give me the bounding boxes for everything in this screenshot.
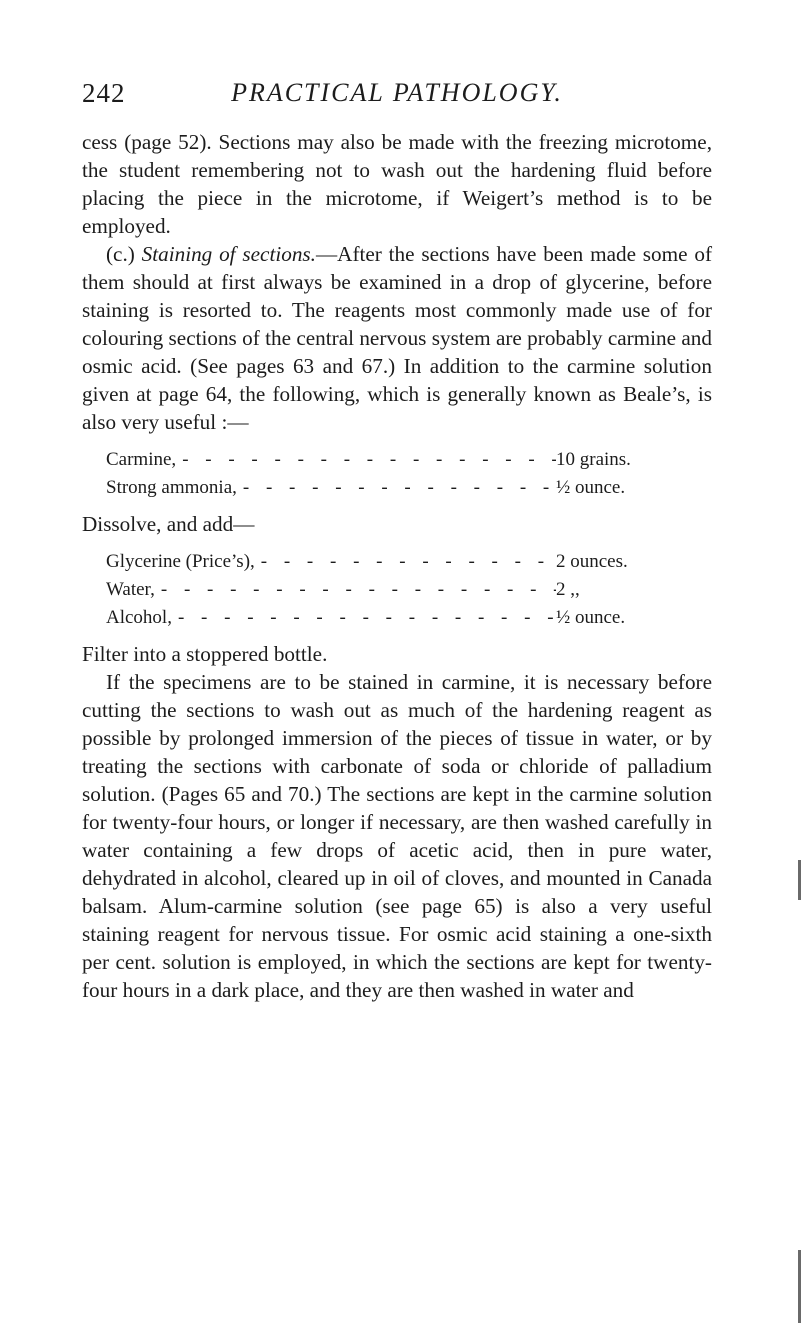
ingredient-quantity: ½ ounce. bbox=[556, 607, 626, 628]
ingredient-quantity: 10 grains. bbox=[556, 449, 631, 470]
instruction-filter: Filter into a stoppered bottle. bbox=[82, 642, 328, 666]
recipe-row bbox=[106, 446, 674, 474]
recipe-row bbox=[106, 474, 674, 502]
ingredient-name: Glycerine (Price’s), bbox=[106, 551, 255, 572]
leader-dots bbox=[155, 576, 556, 604]
running-title: PRACTICAL PATHOLOGY. bbox=[231, 78, 563, 107]
instruction-dissolve: Dissolve, and add— bbox=[82, 512, 255, 536]
paragraph-staining-text: —After the sections have been made some of them should at first always be examined in a drop of glycerine, before staining is resorted to. The reagents most commonly made use of for colouring sections of the central nervous system are probably carmine and osmic acid. (See pages 63 and 67.) In addition to the carmine solution given at page 64, the following, which is generally known as Beale’s, is also very useful :— bbox=[82, 242, 712, 434]
leader-dots bbox=[237, 474, 556, 502]
ingredient-quantity: 2 ,, bbox=[556, 579, 580, 600]
ingredient-quantity: ½ ounce. bbox=[556, 477, 626, 498]
recipe-row bbox=[106, 576, 674, 604]
section-title: Staining of sections. bbox=[141, 242, 316, 266]
recipe-list-2 bbox=[82, 548, 712, 632]
ingredient-name: Carmine, bbox=[106, 449, 177, 470]
section-marker: (c.) bbox=[106, 242, 135, 266]
ingredient-name: Alcohol, bbox=[106, 607, 172, 628]
leader-dots bbox=[255, 548, 556, 576]
leader-dots bbox=[172, 604, 556, 632]
paragraph-carmine: If the specimens are to be stained in carmine, it is necessary before cutting the sections to wash out as much of the hardening reagent as possible by prolonged immersion of the pieces of tissue in water, or by treating the sections with carbonate of soda or chloride of palladium solution. (Pages 65 and 70.) The sections are kept in the carmine solution for twenty-four hours, or longer if necessary, are then washed carefully in water containing a few drops of acetic acid, then in pure water, dehydrated in alcohol, cleared up in oil of cloves, and mounted in Canada balsam. Alum-carmine solution (see page 65) is also a very useful staining reagent for nervous tissue. For osmic acid staining a one-sixth per cent. solution is employed, in which the sections are kept for twenty-four hours in a dark place, and they are then washed in water and bbox=[82, 670, 712, 1002]
page-number: 242 bbox=[82, 78, 126, 108]
ingredient-quantity: 2 ounces. bbox=[556, 551, 628, 572]
recipe-row bbox=[106, 604, 674, 632]
ingredient-name: Strong ammonia, bbox=[106, 477, 237, 498]
page-header bbox=[82, 78, 712, 118]
paragraph-continuation: cess (page 52). Sections may also be made with the freezing microtome, the student remembering not to wash out the hardening fluid before placing the piece in the microtome, if Weigert’s method is to be employed. bbox=[82, 130, 712, 238]
recipe-row bbox=[106, 548, 674, 576]
leader-dots bbox=[176, 446, 556, 474]
ingredient-name: Water, bbox=[106, 579, 155, 600]
paragraph-staining bbox=[82, 240, 712, 436]
recipe-list-1 bbox=[82, 446, 712, 502]
body-text bbox=[82, 128, 712, 1004]
